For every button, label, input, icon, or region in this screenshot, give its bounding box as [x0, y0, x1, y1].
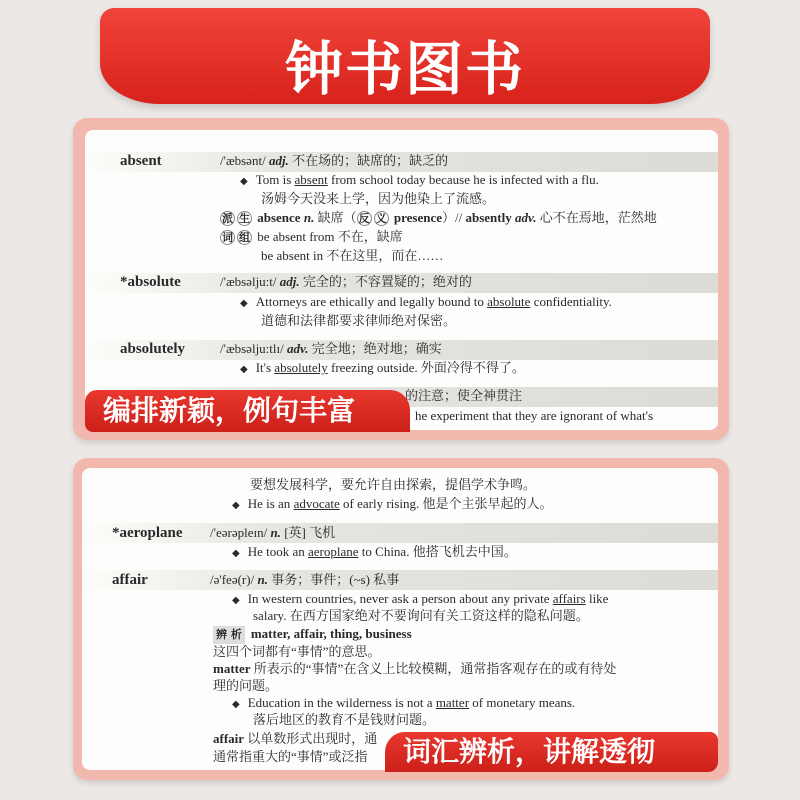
definition: /ə'feə(r)/ n. 事务；事件；(~s) 私事 — [210, 572, 400, 587]
entry-absolutely: absolutely — [120, 341, 186, 357]
example: ◆ It's absolutely freezing outside. 外面冷得不得了。 — [240, 360, 525, 375]
example: ◆ Tom is absent from school today because he is infected with a flu. — [240, 172, 599, 187]
definition-partial: 的注意；使全神贯注 — [405, 388, 523, 403]
bullet-diamond-icon: ◆ — [240, 298, 248, 309]
example: ◆ He took an aeroplane to China. 他搭飞机去中国。 — [232, 544, 517, 559]
analysis-text: matter 所表示的“事情”在含义上比较模糊，通常指客观存在的或有待处 — [213, 661, 617, 676]
dictionary-page-1 — [85, 130, 718, 430]
bullet-diamond-icon: ◆ — [232, 500, 240, 511]
analysis-text: affair 以单数形式出现时，通 — [213, 731, 378, 746]
dictionary-page-2 — [82, 468, 718, 770]
dictionary-card-2 — [73, 458, 729, 780]
bullet-diamond-icon: ◆ — [232, 699, 240, 710]
example-translation: 道德和法律都要求律师绝对保密。 — [261, 313, 457, 328]
feature-label-2: 词汇辨析，讲解透彻 — [385, 732, 718, 772]
brand-title: 钟书图书 — [284, 35, 525, 103]
bullet-diamond-icon: ◆ — [240, 364, 248, 375]
entry-affair: affair — [112, 572, 148, 588]
brand-banner — [100, 8, 710, 104]
definition: /'æbsəlju:tlɪ/ adv. 完全地；绝对地；确实 — [220, 341, 442, 356]
entry-aeroplane: *aeroplane — [112, 525, 183, 541]
analysis-text: 通常指重大的“事情”或泛指 — [213, 749, 368, 764]
bullet-diamond-icon: ◆ — [232, 595, 240, 606]
analysis-text: 这四个词都有“事情”的意思。 — [213, 644, 381, 659]
feature-label-1: 编排新颖，例句丰富 — [85, 390, 410, 432]
example: ◆ He is an advocate of early rising. 他是个主张早起的人。 — [232, 496, 553, 511]
example-continued: salary. 在西方国家绝对不要询问有关工资这样的隐私问题。 — [253, 608, 589, 623]
entry-absent: absent — [120, 153, 162, 169]
example: ◆ Attorneys are ethically and legally bound to absolute confidentiality. — [240, 294, 612, 309]
bullet-diamond-icon: ◆ — [232, 548, 240, 559]
entry-absolute: *absolute — [120, 274, 181, 290]
phrase: be absent in 不在这里，而在…… — [261, 248, 444, 263]
analysis-heading: 辨 析 matter, affair, thing, business — [213, 625, 412, 644]
bullet-diamond-icon: ◆ — [240, 176, 248, 187]
definition: /'æbsənt/ adj. 不在场的；缺席的；缺乏的 — [220, 153, 449, 168]
analysis-text: 理的问题。 — [213, 678, 279, 693]
example: ◆ Education in the wilderness is not a matter of monetary means. — [232, 695, 576, 710]
example: ◆ In western countries, never ask a person about any private affairs like — [232, 591, 609, 606]
definition: /'æbsəlju:t/ adj. 完全的；不容置疑的；绝对的 — [220, 274, 472, 289]
example-partial: he experiment that they are ignorant of what's — [415, 408, 654, 423]
derivatives: 派 生 absence n. 缺席（ 反 义 presence）// absently adv. 心不在焉地，茫然地 — [222, 210, 657, 225]
phrases: 词 组 be absent from 不在，缺席 — [222, 229, 403, 244]
example-translation: 汤姆今天没来上学，因为他染上了流感。 — [261, 191, 496, 206]
definition: /'eərəpleɪn/ n. [英] 飞机 — [210, 525, 336, 540]
entry-band — [82, 570, 718, 590]
example-translation: 要想发展科学，要允许自由探索，提倡学术争鸣。 — [250, 477, 537, 492]
example-translation: 落后地区的教育不是钱财问题。 — [253, 712, 436, 727]
dictionary-card-1 — [73, 118, 729, 440]
